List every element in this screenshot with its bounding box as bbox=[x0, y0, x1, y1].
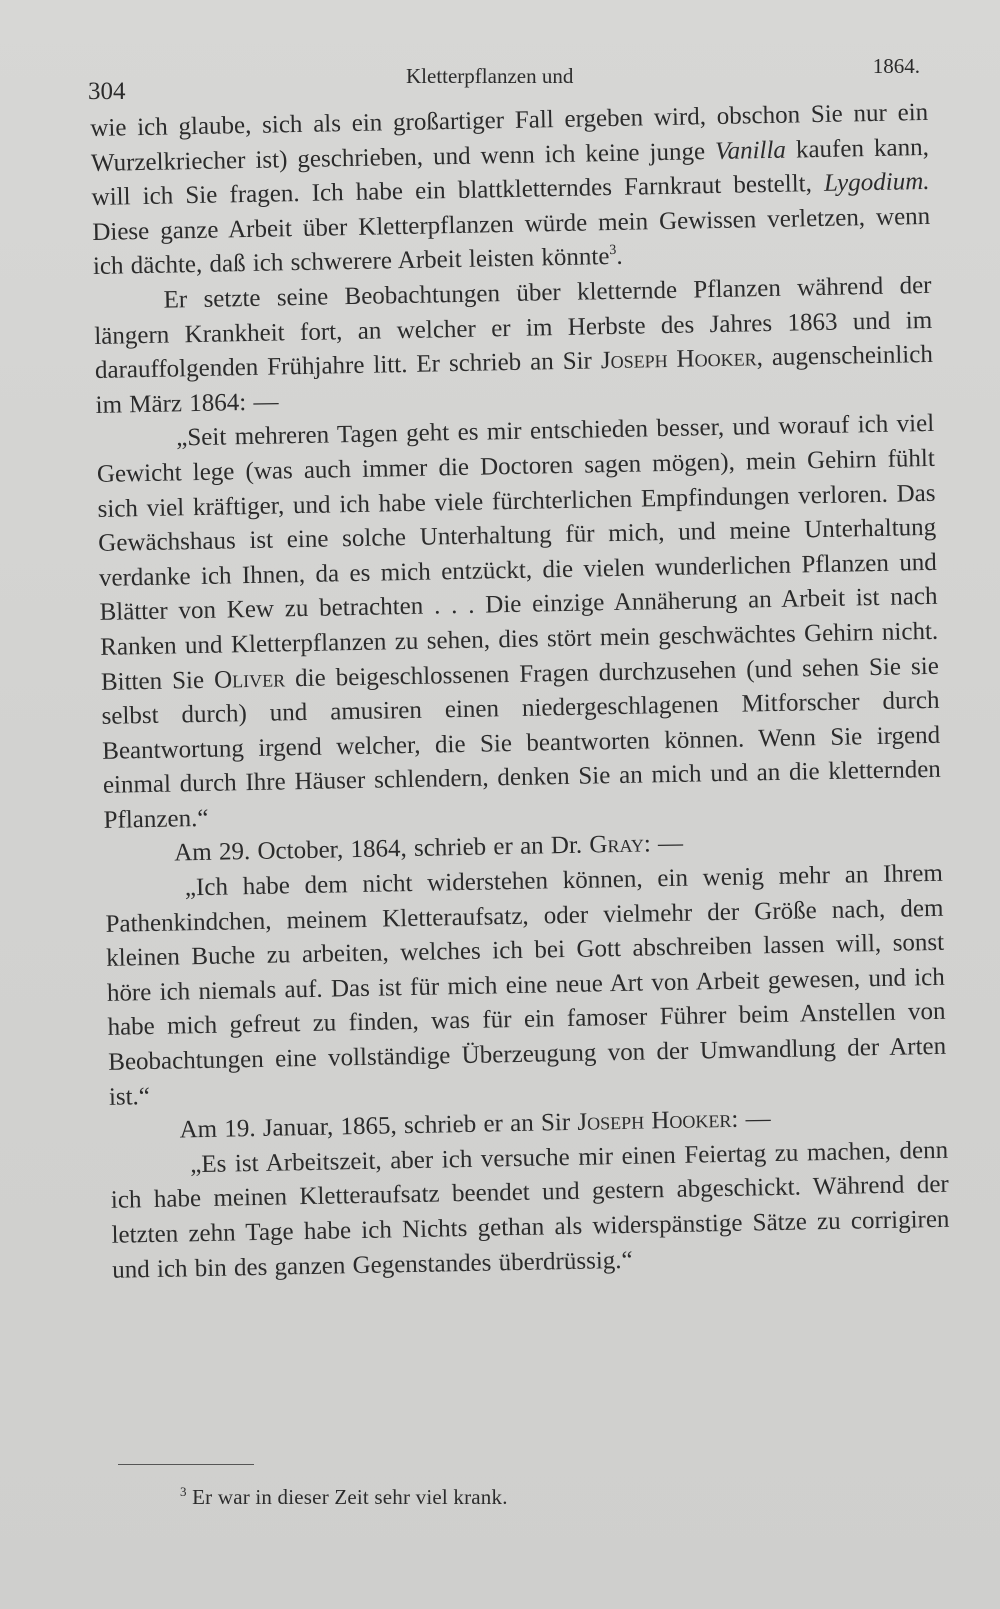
person-name: Joseph Hooker bbox=[577, 1106, 732, 1137]
footnote-marker: 3 bbox=[180, 1484, 187, 1499]
page-header bbox=[88, 48, 920, 105]
footnote-reference: 3 bbox=[609, 243, 617, 259]
paragraph-1: wie ich glaube, sich als ein großartiger Fall ergeben wird, obschon Sie nur ein Wurzelkriecher ist) geschrieben, und wenn ich keine junge Vanilla kaufen kann, will ich Sie fragen. Ich habe ein blattkletterndes Farnkraut bestellt, Lygodium. Diese ganze Arbeit über Kletterpflanzen würde mein Gewissen verletzen, wenn ich dächte, daß ich schwerere Arbeit leisten könnte$^3$. bbox=[90, 98, 931, 281]
body-text bbox=[90, 96, 950, 1288]
footnote-text: Er war in dieser Zeit sehr viel krank. bbox=[192, 1485, 508, 1509]
page-number: 304 bbox=[88, 78, 126, 105]
footnote bbox=[180, 1485, 508, 1510]
person-name: Gray bbox=[589, 830, 645, 860]
paragraph-7: „Es ist Arbeitszeit, aber ich versuche mir einen Feiertag zu machen, denn ich habe meinen Kletteraufsatz beendet und gestern abgeschickt. Während der letzten zehn Tage habe ich Nichts gethan als widerspänstige Sätze zu corrigiren und ich bin des ganzen Gegenstandes überdrüssig.“ bbox=[110, 1136, 950, 1284]
paragraph-4: Am 29. October, 1864, schrieb er an Dr. Gray: — bbox=[173, 830, 684, 867]
running-title: Kletterpflanzen und bbox=[406, 64, 574, 88]
footnote-divider bbox=[118, 1464, 254, 1465]
paragraph-3: „Seit mehreren Tagen geht es mir entschieden besser, und worauf ich viel Gewicht lege (was auch immer die Doctoren sagen mögen), mein Gehirn fühlt sich viel kräftiger, und ich habe viele fürchterlichen Empfindungen verloren. Das Gewächshaus ist eine solche Unterhaltung für mich, und meine Unterhaltung verdanke ich Ihnen, da es mich entzückt, die vielen wunderlichen Pflanzen und Blätter von Kew zu betrachten . . . Die einzige Annäherung an Arbeit ist nach Ranken und Kletterpflanzen zu sehen, dies stört mein geschwächtes Gehirn nicht. Bitten Sie Oliver die beigeschlossenen Fragen durchzusehen (und sehen Sie sie selbst durch) und amusiren einen niedergeschlagenen Mitforscher durch Beantwortung irgend welcher, die Sie beantworten können. Wenn Sie irgend einmal durch Ihre Häuser schlendern, denken Sie an mich und an die kletternden Pflanzen.“ bbox=[96, 410, 942, 834]
person-name: Joseph Hooker bbox=[600, 344, 757, 375]
person-name: Oliver bbox=[213, 664, 286, 694]
header-year: 1864. bbox=[872, 54, 920, 78]
italic-term-vanilla: Vanilla bbox=[714, 136, 787, 165]
italic-term-lygodium: Lygodium. bbox=[823, 168, 930, 198]
paragraph-6: Am 19. Januar, 1865, schrieb er an Sir Joseph Hooker: — bbox=[179, 1105, 771, 1144]
paragraph-2: Er setzte seine Beobachtungen über kletternde Pflanzen während der längern Krankheit fort, an welcher er im Herbste des Jahres 1863 und im darauffolgenden Frühjahre litt. Er schrieb an Sir Joseph Hooker, augenscheinlich im März 1864: — bbox=[94, 271, 934, 419]
paragraph-5: „Ich habe dem nicht widerstehen können, ein wenig mehr an Ihrem Pathenkindchen, meinem Kletteraufsatz, oder vielmehr der Größe nach, dem kleinen Buche zu arbeiten, welches ich bei Gott abschreiben lassen will, sonst höre ich niemals auf. Das ist für mich eine neue Art von Arbeit gewesen, und ich habe mich gefreut zu finden, was für ein famoser Führer beim Anstellen von Beobachtungen eine vollständige Überzeugung von der Umwandlung der Arten ist.“ bbox=[105, 859, 947, 1111]
